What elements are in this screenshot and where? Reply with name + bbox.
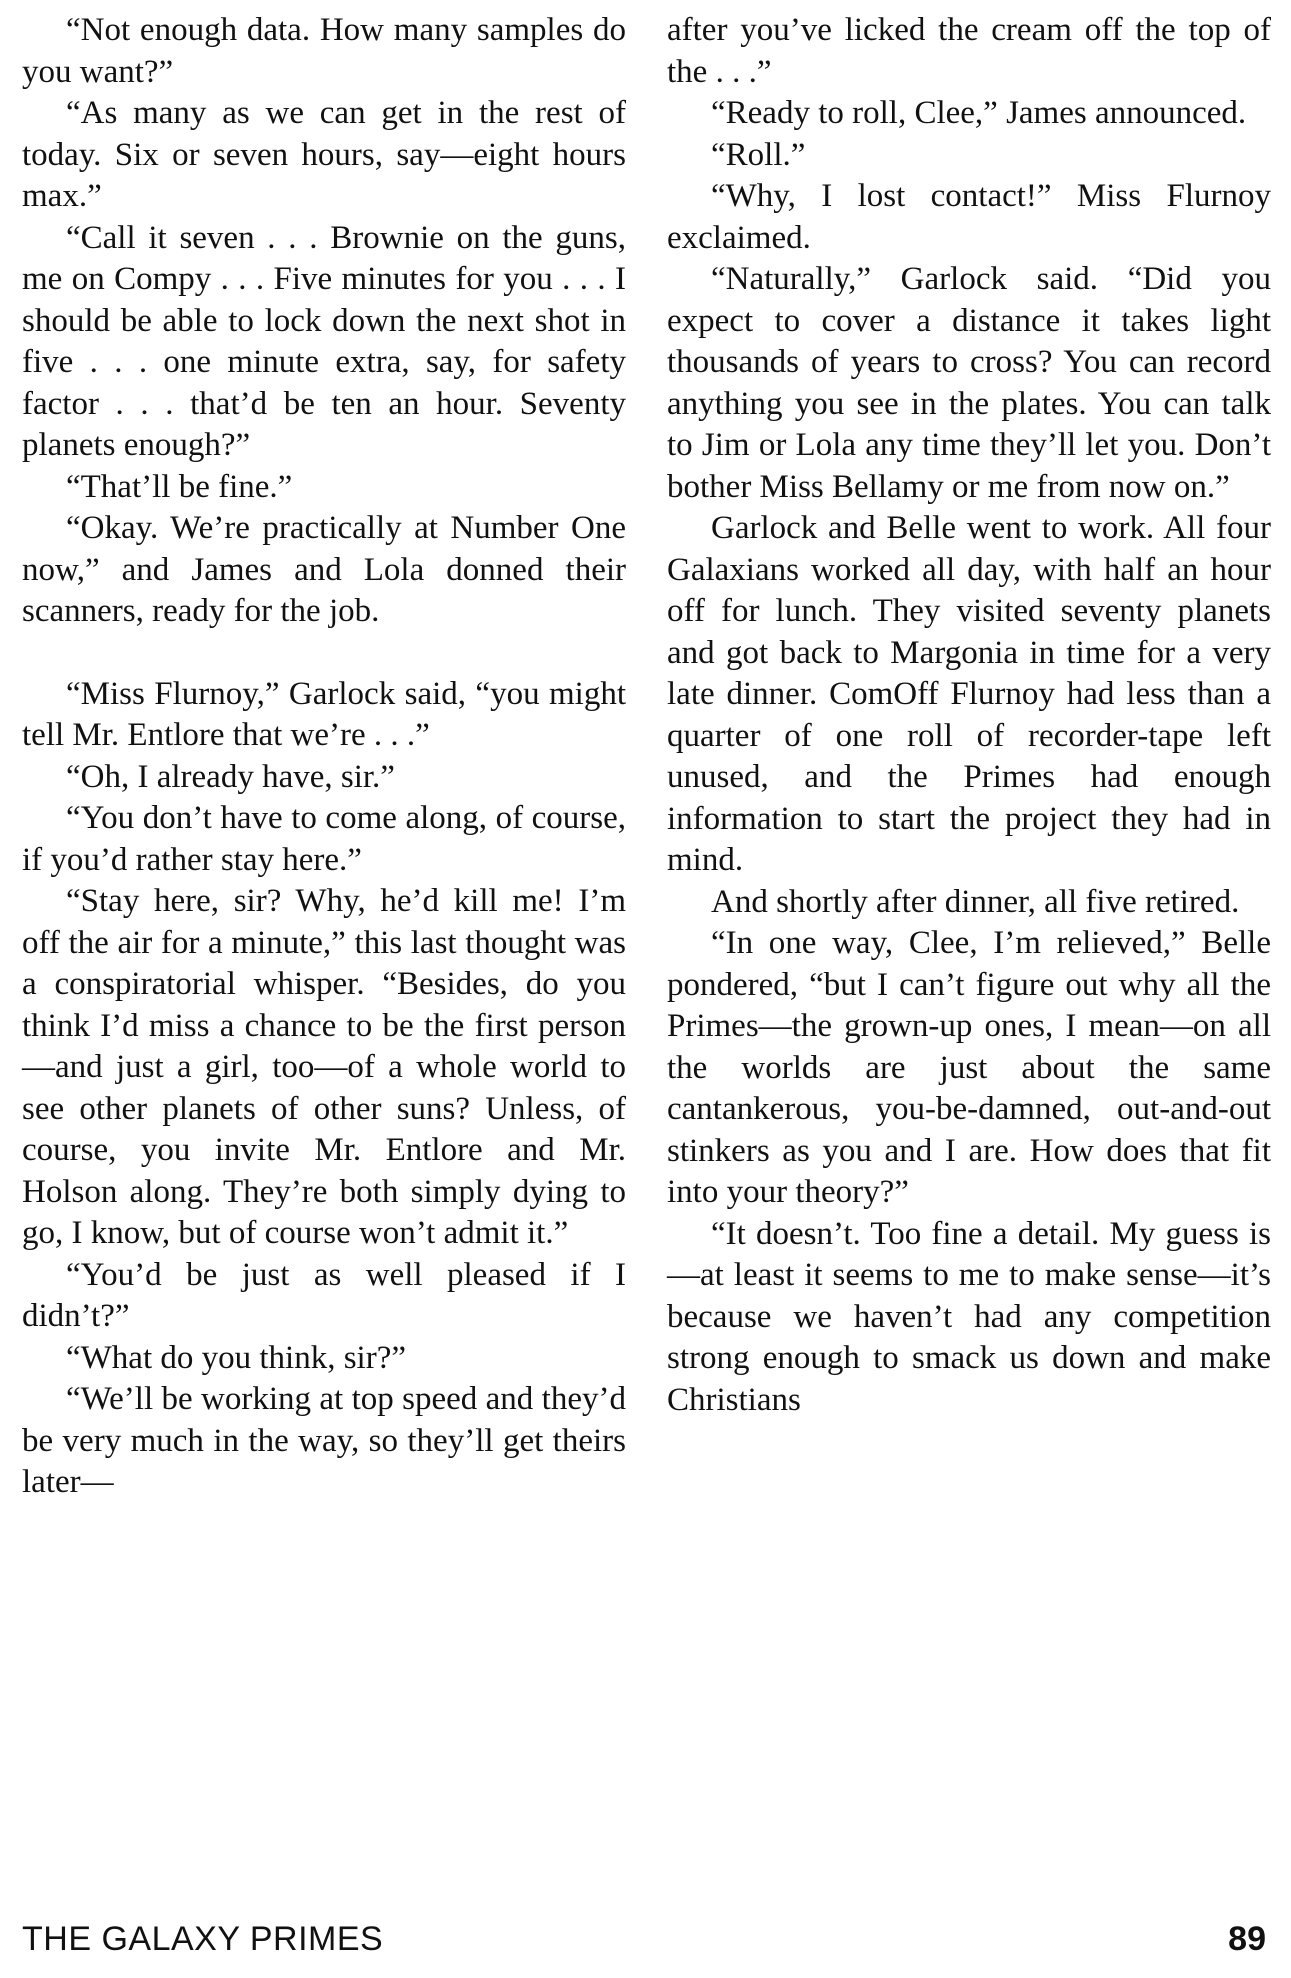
paragraph: “That’ll be fine.” — [66, 468, 293, 505]
paragraph: “In one way, Clee, I’m relieved,” Belle pondered, “but I can’t figure out why all the Primes—the grown-up ones, I mean—on all the worlds are just about the same cantankerous, you-be-damned, out-and-out stinkers as you and I are. How does that fit into your theory?” — [667, 925, 1271, 1210]
text-columns — [22, 10, 1271, 1504]
paragraph: Garlock and Belle went to work. All four Galaxians worked all day, with half an hour off for lunch. They visited seventy planets and got back to Margonia in time for a very late dinner. ComOff Flurnoy had less than a quarter of one roll of recorder-tape left unused, and the Primes had enough information to start the project they had in mind. — [667, 510, 1271, 878]
running-footer-title: THE GALAXY PRIMES — [22, 1920, 384, 1958]
paragraph: “Ready to roll, Clee,” James announced. — [711, 95, 1247, 131]
paragraph: after you’ve licked the cream off the top of the . . .” — [667, 12, 1271, 90]
left-column — [22, 10, 626, 1504]
paragraph: “It doesn’t. Too fine a detail. My guess is—at least it seems to me to make sense—it’s because we haven’t had any competition strong enough to smack us down and make Christians — [667, 1215, 1271, 1418]
paragraph: “Naturally,” Garlock said. “Did you expect to cover a distance it takes light thousands of years to cross? You can record anything you see in the plates. You can talk to Jim or Lola any time they’ll let you. Don’t bother Miss Bellamy or me from now on.” — [667, 261, 1271, 505]
paragraph: “You don’t have to come along, of course, if you’d rather stay here.” — [22, 800, 626, 878]
paragraph: “Miss Flurnoy,” Garlock said, “you might tell Mr. Entlore that we’re . . .” — [22, 675, 626, 753]
page-number: 89 — [1228, 1920, 1266, 1958]
paragraph: “Not enough data. How many samples do you want?” — [22, 12, 626, 90]
page-footer — [22, 1920, 1266, 1959]
paragraph: “We’ll be working at top speed and they’d be very much in the way, so they’ll get theirs later— — [22, 1381, 626, 1500]
paragraph: “As many as we can get in the rest of today. Six or seven hours, say—eight hours max.” — [22, 95, 626, 214]
paragraph: “Stay here, sir? Why, he’d kill me! I’m off the air for a minute,” this last thought was a conspiratorial whisper. “Besides, do you think I’d miss a chance to be the first person—and just a girl, too—of a whole world to see other planets of other suns? Unless, of course, you invite Mr. Entlore and Mr. Holson along. They’re both simply dying to go, I know, but of course won’t admit it.” — [22, 883, 626, 1251]
paragraph: And shortly after dinner, all five retired. — [711, 883, 1240, 920]
right-column — [667, 10, 1271, 1504]
paragraph: “Why, I lost contact!” Miss Flurnoy exclaimed. — [667, 178, 1271, 256]
paragraph: “Roll.” — [711, 136, 806, 173]
paragraph: “Call it seven . . . Brownie on the guns, me on Compy . . . Five minutes for you . . . I should be able to lock down the next shot in five . . . one minute extra, say, for safety factor . . . that’d be ten an hour. Seventy planets enough?” — [22, 219, 626, 463]
paragraph: “What do you think, sir?” — [66, 1339, 406, 1376]
paragraph: “You’d be just as well pleased if I didn’t?” — [22, 1256, 626, 1334]
paragraph: “Okay. We’re practically at Number One now,” and James and Lola donned their scanners, ready for the job. — [22, 510, 626, 629]
paragraph: “Oh, I already have, sir.” — [66, 758, 395, 795]
